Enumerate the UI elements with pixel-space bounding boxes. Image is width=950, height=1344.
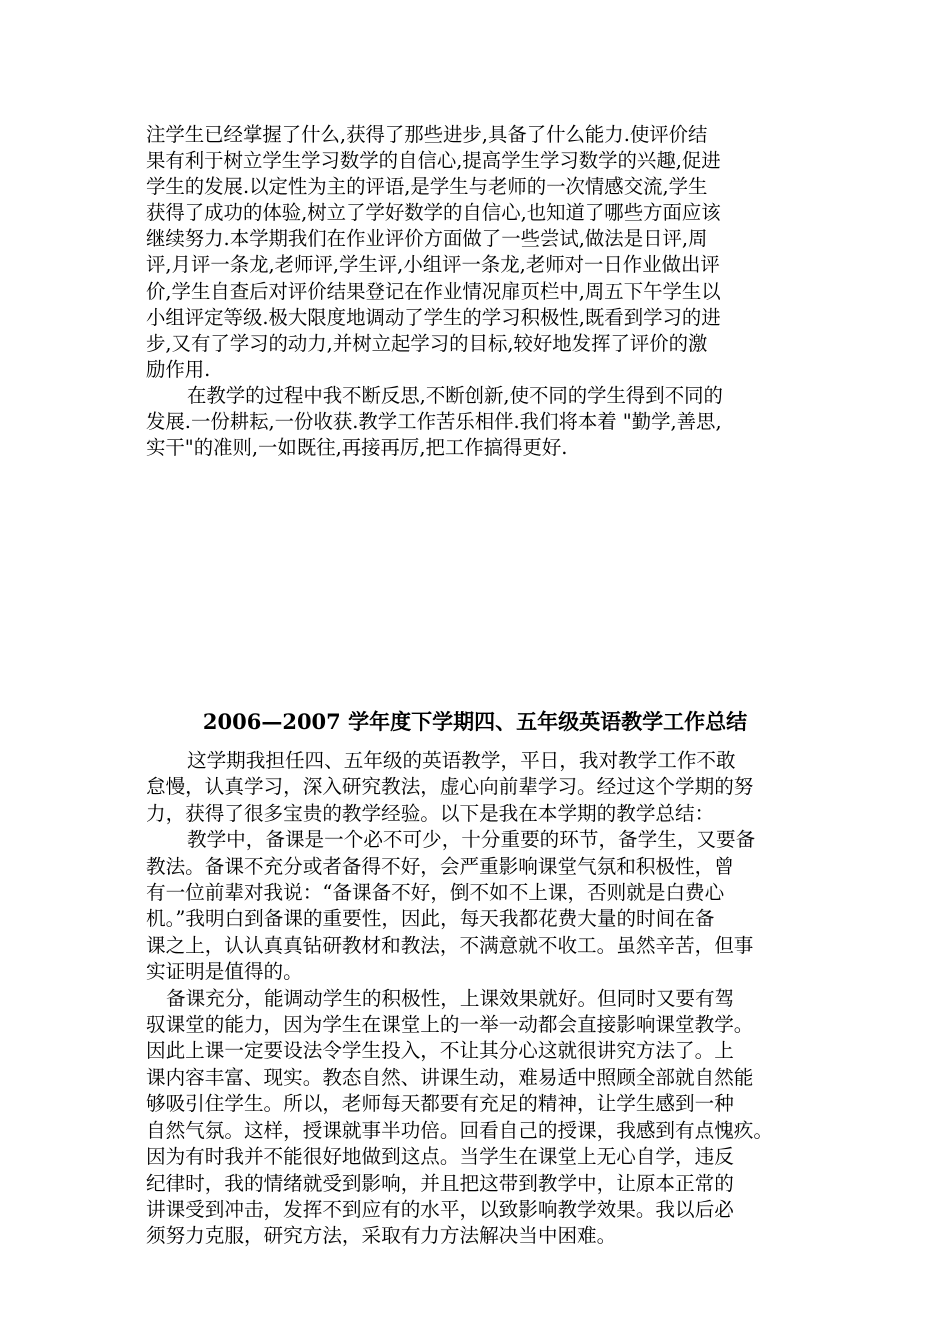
text-line: 在教学的过程中我不断反思,不断创新,使不同的学生得到不同的 [187, 383, 723, 407]
text-line: 课内容丰富、现实。教态自然、讲课生动，难易适中照顾全部就自然能 [146, 1065, 754, 1089]
text-line: 评,月评一条龙,老师评,学生评,小组评一条龙,老师对一日作业做出评 [146, 253, 720, 277]
text-line: 实干"的准则,一如既往,再接再厉,把工作搞得更好. [146, 436, 568, 460]
text-line: 步,又有了学习的动力,并树立起学习的目标,较好地发挥了评价的激 [146, 331, 708, 355]
text-line: 果有利于树立学生学习数学的自信心,提高学生学习数学的兴趣,促进 [146, 149, 721, 173]
text-line: 备课充分，能调动学生的积极性，上课效果就好。但同时又要有驾 [166, 986, 735, 1010]
text-line: 继续努力.本学期我们在作业评价方面做了一些尝试,做法是日评,周 [146, 227, 708, 251]
text-line: 实证明是值得的。 [146, 960, 303, 984]
text-line: 纪律时，我的情绪就受到影响，并且把这带到教学中，让原本正常的 [146, 1171, 734, 1195]
text-line: 怠慢，认真学习，深入研究教法，虚心向前辈学习。经过这个学期的努 [146, 775, 754, 799]
text-line: 小组评定等级.极大限度地调动了学生的学习积极性,既看到学习的进 [146, 305, 721, 329]
text-line: 发展.一份耕耘,一份收获.教学工作苦乐相伴.我们将本着 "勤学,善思, [146, 410, 722, 434]
text-line: 够吸引住学生。所以，老师每天都要有充足的精神，让学生感到一种 [146, 1092, 734, 1116]
text-line: 学生的发展.以定性为主的评语,是学生与老师的一次情感交流,学生 [146, 175, 708, 199]
text-line: 力，获得了很多宝贵的教学经验。以下是我在本学期的教学总结： [146, 801, 715, 825]
text-line: 注学生已经掌握了什么,获得了那些进步,具备了什么能力.使评价结 [146, 123, 708, 146]
text-line: 讲课受到冲击，发挥不到应有的水平，以致影响教学效果。我以后必 [146, 1197, 734, 1221]
text-line: 这学期我担任四、五年级的英语教学，平日，我对教学工作不敢 [187, 749, 736, 772]
text-line: 因此上课一定要设法令学生投入，不让其分心这就很讲究方法了。上 [146, 1039, 734, 1063]
text-line: 因为有时我并不能很好地做到这点。当学生在课堂上无心自学，违反 [146, 1145, 734, 1169]
summary-continuation-text [146, 122, 806, 461]
text-line: 励作用. [146, 357, 211, 381]
text-line: 价,学生自查后对评价结果登记在作业情况扉页栏中,周五下午学生以 [146, 279, 721, 303]
document-title: 2006—2007 学年度下学期四、五年级英语教学工作总结 [202, 709, 748, 734]
text-line: 驭课堂的能力，因为学生在课堂上的一举一动都会直接影响课堂教学。 [146, 1013, 754, 1037]
text-line: 有一位前辈对我说：“备课备不好，倒不如不上课，否则就是白费心 [146, 881, 725, 905]
text-line: 机。”我明白到备课的重要性，因此，每天我都花费大量的时间在备 [146, 907, 715, 931]
text-line: 课之上，认认真真钻研教材和教法，不满意就不收工。虽然辛苦，但事 [146, 933, 754, 957]
text-line: 获得了成功的体验,树立了学好数学的自信心,也知道了哪些方面应该 [146, 201, 721, 225]
text-line: 教学中，备课是一个必不可少，十分重要的环节，备学生，又要备 [187, 828, 756, 852]
english-teaching-summary-text [146, 748, 806, 1250]
text-line: 教法。备课不充分或者备得不好，会严重影响课堂气氛和积极性，曾 [146, 854, 734, 878]
text-line: 须努力克服，研究方法，采取有力方法解决当中困难。 [146, 1224, 617, 1248]
text-line: 自然气氛。这样，授课就事半功倍。回看自己的授课，我感到有点愧疚。 [146, 1118, 773, 1142]
